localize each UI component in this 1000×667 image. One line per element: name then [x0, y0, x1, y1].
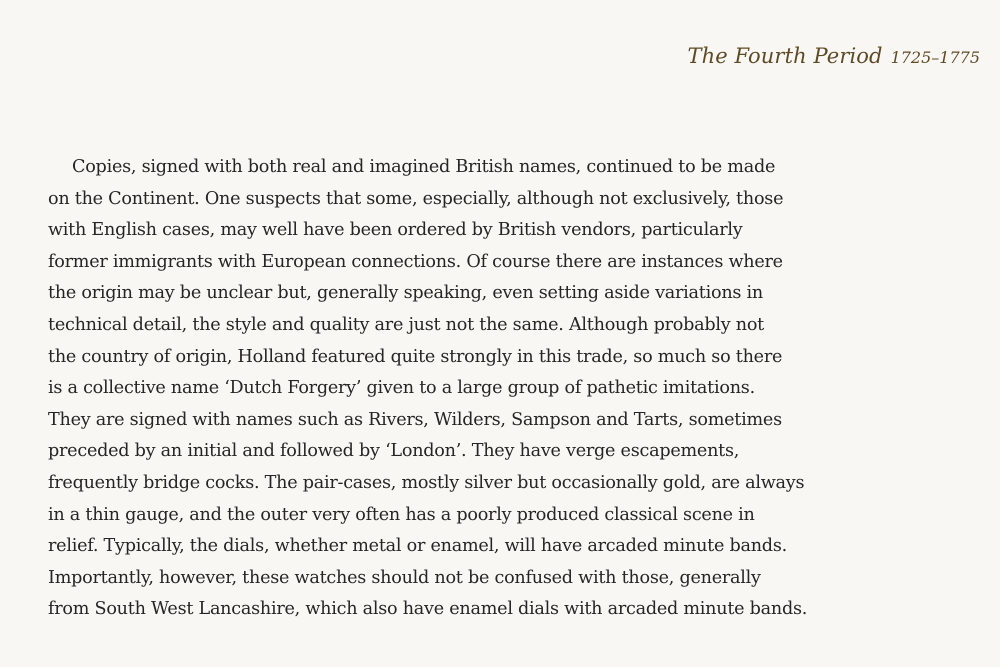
text-line: former immigrants with European connections. Of course there are instances where	[48, 251, 783, 272]
text-line: Importantly, however, these watches should not be confused with those, generally	[48, 567, 761, 588]
chapter-title: The Fourth Period	[687, 44, 883, 68]
text-line: Copies, signed with both real and imagined British names, continued to be made	[72, 157, 776, 177]
text-line: relief. Typically, the dials, whether metal or enamel, will have arcaded minute bands.	[48, 536, 787, 557]
text-line: from South West Lancashire, which also have enamel dials with arcaded minute bands.	[48, 599, 808, 620]
text-line: the origin may be unclear but, generally speaking, even setting aside variations in	[48, 283, 763, 304]
body-paragraph	[48, 152, 978, 626]
text-line: frequently bridge cocks. The pair-cases, mostly silver but occasionally gold, are always	[48, 472, 805, 493]
text-line: with English cases, may well have been ordered by British vendors, particularly	[48, 220, 743, 241]
text-line: in a thin gauge, and the outer very often has a poorly produced classical scene in	[48, 504, 755, 525]
text-line: the country of origin, Holland featured quite strongly in this trade, so much so there	[48, 346, 783, 367]
text-line: technical detail, the style and quality are just not the same. Although probably not	[48, 314, 764, 335]
period-dates: 1725–1775	[890, 48, 980, 67]
text-line: preceded by an initial and followed by ‘London’. They have verge escapements,	[48, 441, 740, 462]
running-head	[688, 46, 981, 67]
text-line: on the Continent. One suspects that some, especially, although not exclusively, those	[48, 188, 784, 209]
text-line: They are signed with names such as Rivers, Wilders, Sampson and Tarts, sometimes	[48, 409, 782, 430]
text-line: is a collective name ‘Dutch Forgery’ given to a large group of pathetic imitations.	[48, 378, 755, 399]
